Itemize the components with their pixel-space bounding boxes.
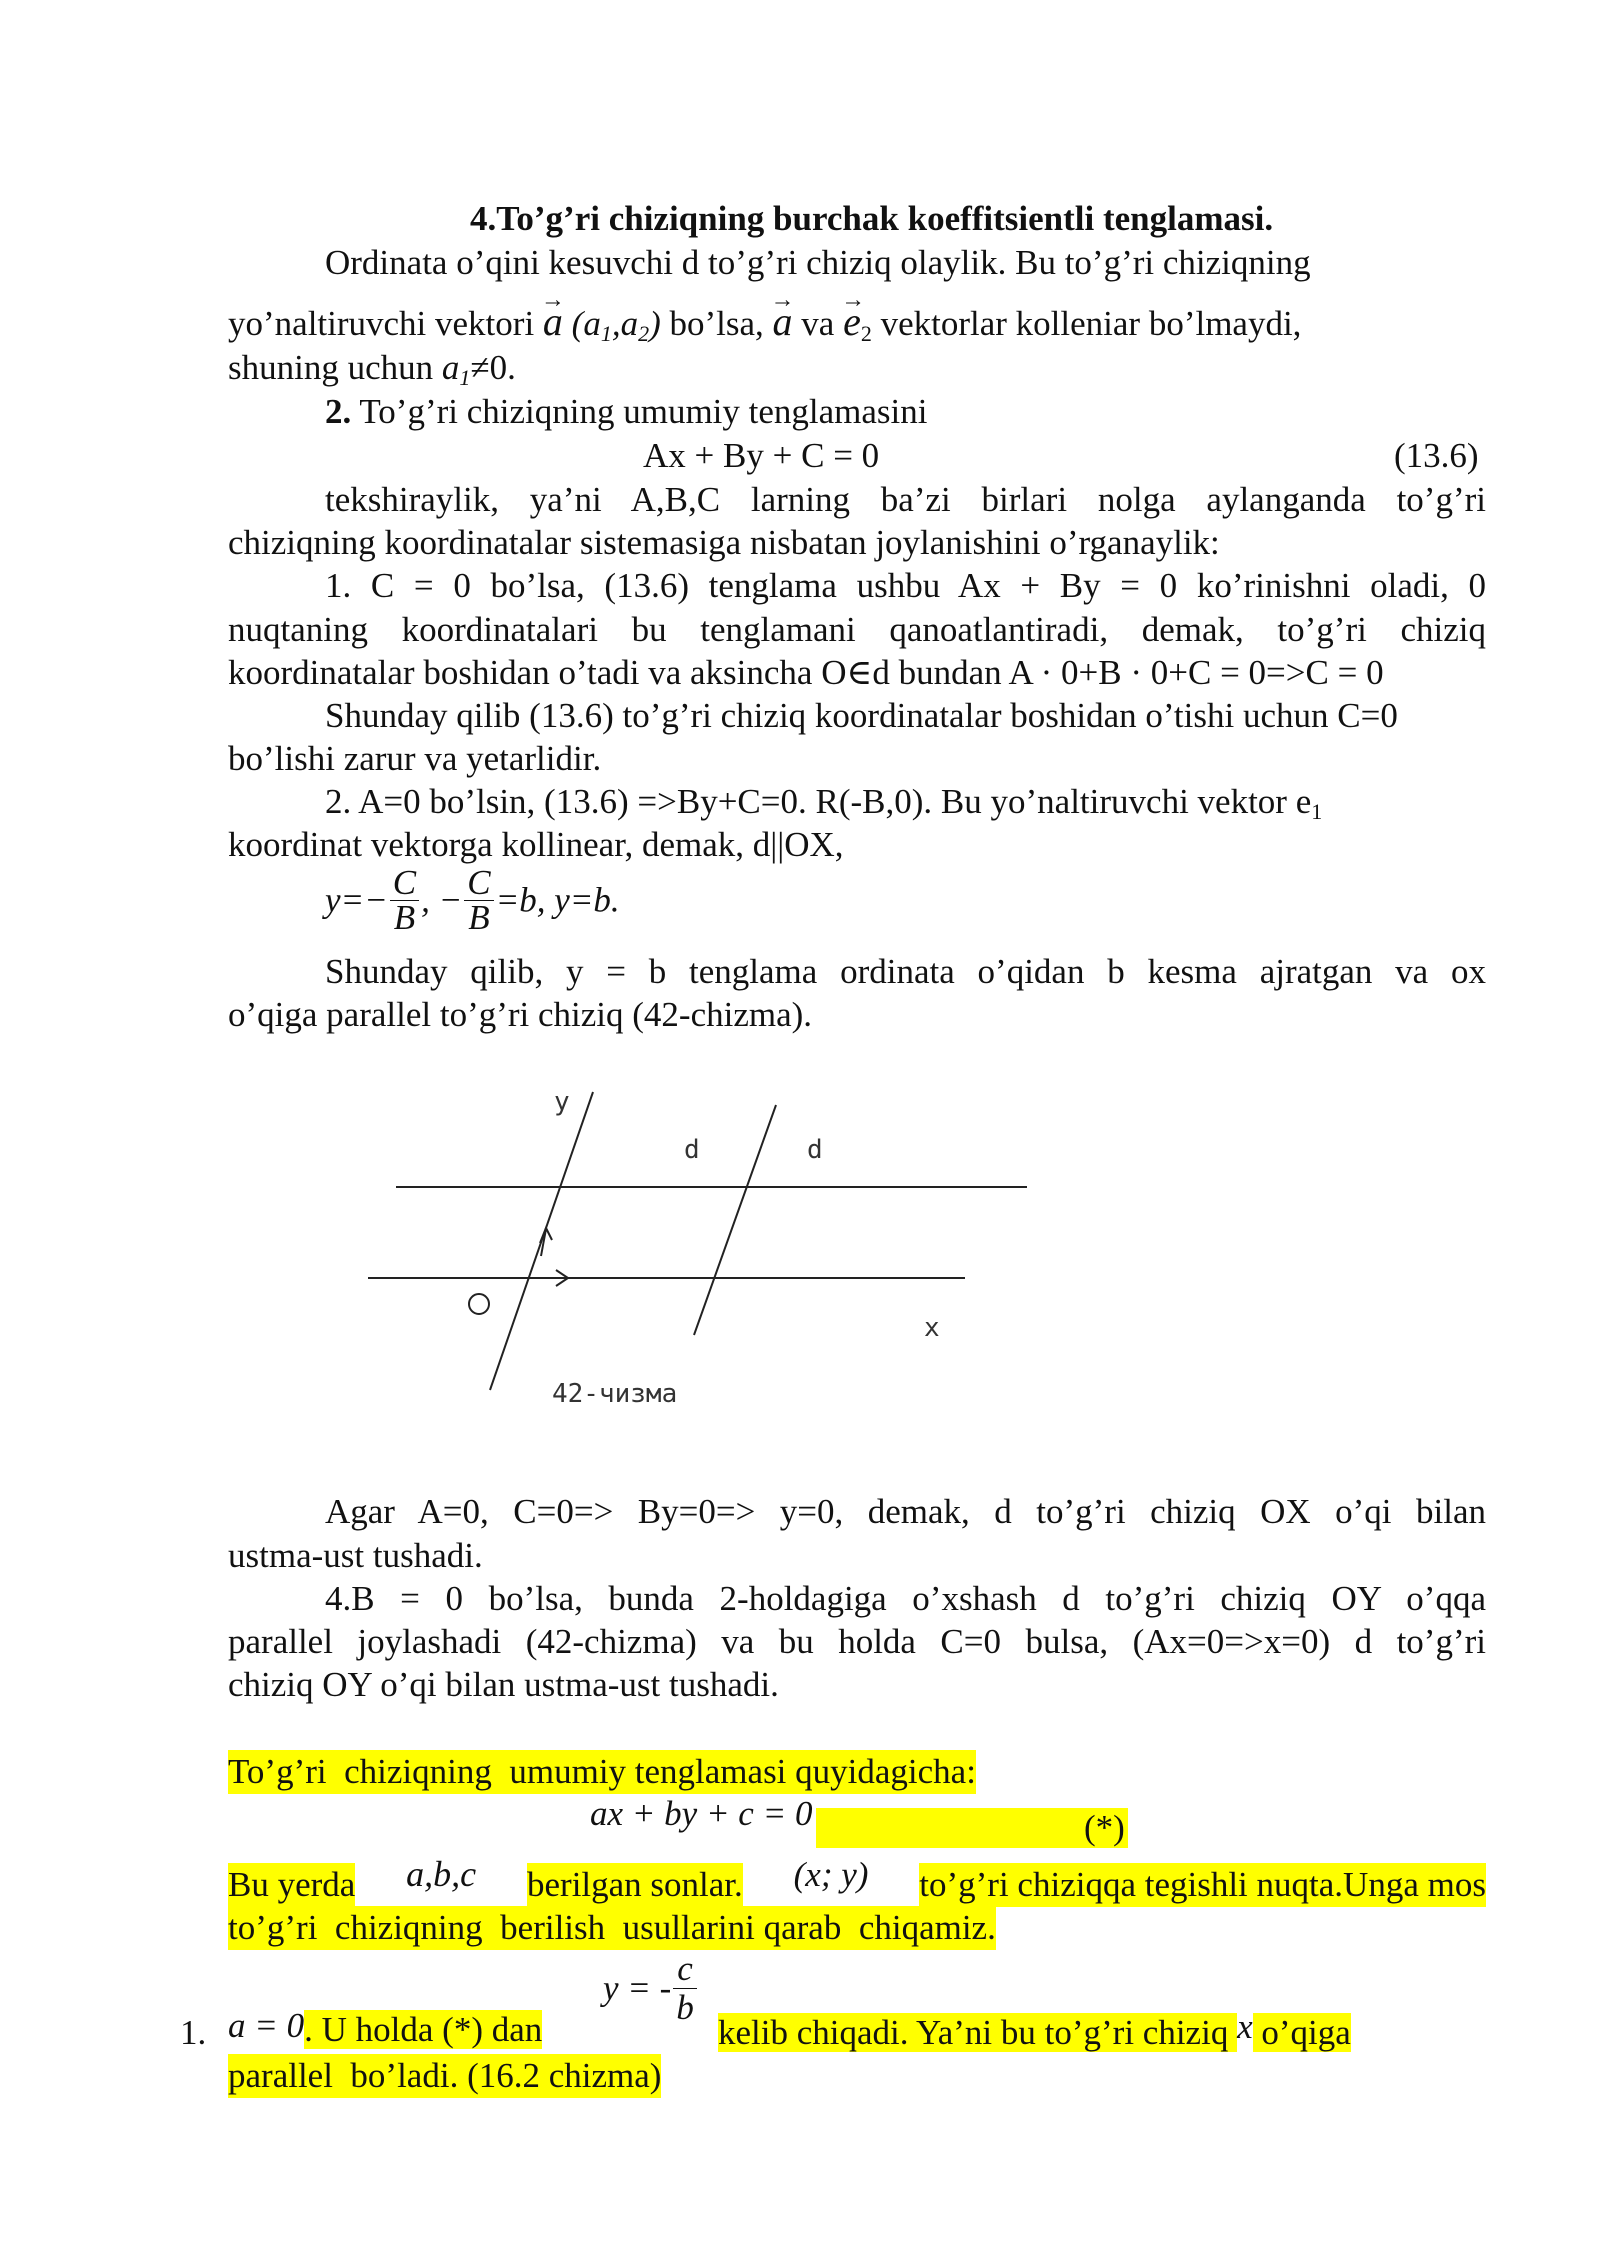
paragraph-line: Ordinata o’qini kesuvchi d to’g’ri chiziq olaylik. Bu to’g’ri chiziqning xyxy=(325,243,1311,282)
paragraph-line: koordinatalar boshidan o’tadi va aksincha O∈d bundan A · 0+B · 0+C = 0=>C = 0 xyxy=(228,653,1384,692)
highlighted-line: parallel bo’ladi. (16.2 chizma) xyxy=(228,2054,661,2098)
paragraph-line: 4.B = 0 bo’lsa, bunda 2-holdagiga o’xshash d to’g’ri chiziq OY o’qqa xyxy=(325,1579,1486,1618)
highlighted-heading: To’g’ri chiziqning umumiy tenglamasi quyidagicha: xyxy=(228,1750,976,1794)
list-item-continued: kelib chiqadi. Ya’ni bu to’g’ri chiziq x o’qiga xyxy=(718,2007,1351,2052)
paragraph-line: ustma-ust tushadi. xyxy=(228,1536,483,1575)
highlighted-line: Bu yerda a,b,c berilgan sonlar. (x; y) to’g’ri chiziqqa tegishli nuqta.Unga mos xyxy=(228,1862,1486,1907)
paragraph-line: chiziqning koordinatalar sistemasiga nisbatan joylanishini o’rganaylik: xyxy=(228,523,1220,562)
highlight-box xyxy=(816,1808,1128,1848)
vector-coords: $(a_1,a_2)$ xyxy=(571,304,661,346)
vector-e-symbol: → e xyxy=(843,300,861,344)
line-d-slanted xyxy=(694,1105,776,1335)
vector-a-symbol: → a xyxy=(543,300,563,344)
paragraph-line: nuqtaning koordinatalari bu tenglamani qanoatlantiradi, demak, to’g’ri chiziq xyxy=(228,610,1486,649)
highlighted-line: to’g’ri chiziqning berilish usullarini qarab chiqamiz. xyxy=(228,1906,996,1950)
paragraph-line: o’qiga parallel to’g’ri chiziq (42-chizma). xyxy=(228,995,813,1034)
label-x: x xyxy=(924,1313,940,1343)
paragraph-line: 2. A=0 bo’lsin, (13.6) =>By+C=0. R(-B,0). Bu yo’naltiruvchi vektor $e_1$ xyxy=(325,782,1323,824)
page-title: 4.To’g’ri chiziqning burchak koeffitsientli tenglamasi. xyxy=(470,199,1274,238)
subscript: 2 xyxy=(860,321,872,346)
paragraph-line: Agar A=0, C=0=> By=0=> y=0, demak, d to’g’ri chiziq OX o’qi bilan xyxy=(325,1492,1486,1531)
paragraph-line: parallel joylashadi (42-chizma) va bu holda C=0 bulsa, (Ax=0=>x=0) d to’g’ri xyxy=(228,1622,1486,1661)
equation-number: (13.6) xyxy=(1394,436,1479,475)
paragraph-line: koordinat vektorga kollinear, demak, d||OX, xyxy=(228,825,844,864)
paragraph-line: 2. To’g’ri chiziqning umumiy tenglamasini xyxy=(325,392,928,431)
label-d: d xyxy=(807,1135,823,1165)
text-span: bo’lsa, xyxy=(660,304,773,343)
figure-caption: 42-чизма xyxy=(552,1379,678,1409)
origin-circle xyxy=(469,1294,489,1314)
equation-number: (*) xyxy=(1084,1808,1125,1847)
label-y: y xyxy=(554,1087,570,1117)
text-span: yo’naltiruvchi vektori xyxy=(228,304,543,343)
paragraph-line: 1. C = 0 bo’lsa, (13.6) tenglama ushbu Ax + By = 0 ko’rinishni oladi, 0 xyxy=(325,566,1486,605)
general-equation: ax + by + c = 0 xyxy=(590,1794,813,1833)
formula-y-c-b: y = - $\frac{c}{b}$ xyxy=(603,1950,699,2027)
text-span: vektorlar kolleniar bo’lmaydi, xyxy=(871,304,1302,343)
paragraph-line: bo’lishi zarur va yetarlidir. xyxy=(228,739,602,778)
list-number: 1. xyxy=(180,2013,207,2052)
text-span: va xyxy=(792,304,844,343)
paragraph-line: Shunday qilib (13.6) to’g’ri chiziq koordinatalar boshidan o’tishi uchun C=0 xyxy=(325,696,1398,735)
paragraph-line: tekshiraylik, ya’ni A,B,C larning ba’zi birlari nolga aylanganda to’g’ri xyxy=(325,480,1486,519)
equation-13-6: Ax + By + C = 0 xyxy=(643,436,880,475)
paragraph-line: shuning uchun $a_1\ne 0$. xyxy=(228,348,516,390)
formula-line: y=− $\frac{C}{B}$ , − $\frac{C}{B}$ =b, y=b. xyxy=(325,863,620,937)
list-item: a = 0. U holda (*) dan xyxy=(228,2006,543,2049)
paragraph-line: Shunday qilib, y = b tenglama ordinata o’qidan b kesma ajratgan va ox xyxy=(325,952,1486,991)
paragraph-line: chiziq OY o’qi bilan ustma-ust tushadi. xyxy=(228,1665,779,1704)
vector-a-symbol: → a xyxy=(773,300,793,344)
label-d: d xyxy=(684,1135,700,1165)
